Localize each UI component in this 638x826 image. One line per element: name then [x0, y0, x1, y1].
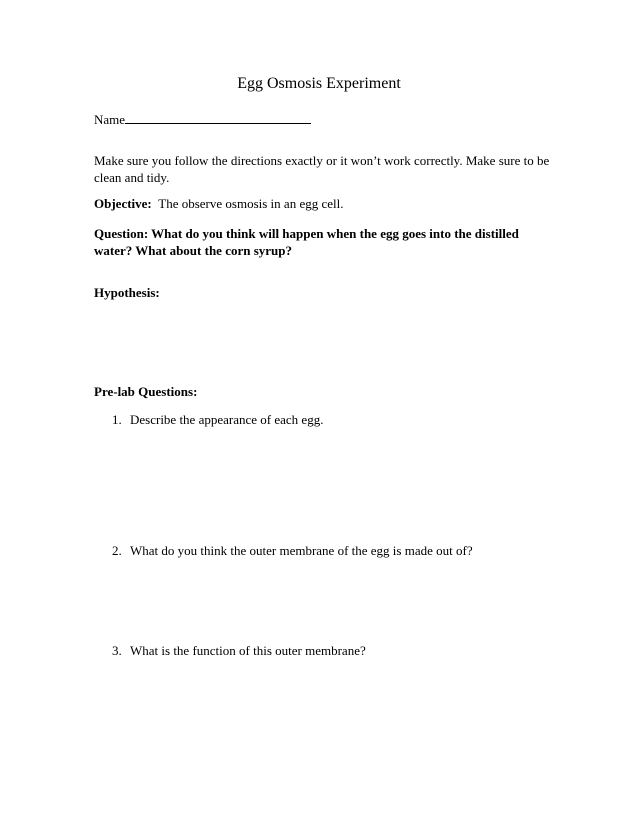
directions-text: Make sure you follow the directions exactly or it won’t work correctly. Make sure to be clean and tidy.: [94, 153, 550, 185]
name-row: [94, 110, 554, 128]
question-number: 2.: [112, 543, 122, 558]
question-text: Describe the appearance of each egg.: [130, 412, 324, 427]
name-blank-line[interactable]: [125, 110, 311, 124]
prelab-question-1: [112, 411, 323, 428]
question-text: What is the function of this outer membrane?: [130, 643, 366, 658]
objective-label: Objective:: [94, 196, 152, 211]
prelab-question-2: [112, 542, 473, 559]
page-title: Egg Osmosis Experiment: [237, 75, 401, 92]
name-label: Name: [94, 112, 126, 127]
objective-text: The observe osmosis in an egg cell.: [158, 196, 344, 211]
objective-paragraph: [94, 195, 554, 212]
question-number: 3.: [112, 643, 122, 658]
prelab-heading: Pre-lab Questions:: [94, 384, 198, 399]
question-text: Question: What do you think will happen when the egg goes into the distilled water? What about the corn syrup?: [94, 226, 519, 258]
question-number: 1.: [112, 412, 122, 427]
question-text: What do you think the outer membrane of the egg is made out of?: [130, 543, 473, 558]
prelab-question-3: [112, 642, 366, 659]
hypothesis-label: Hypothesis:: [94, 285, 160, 300]
